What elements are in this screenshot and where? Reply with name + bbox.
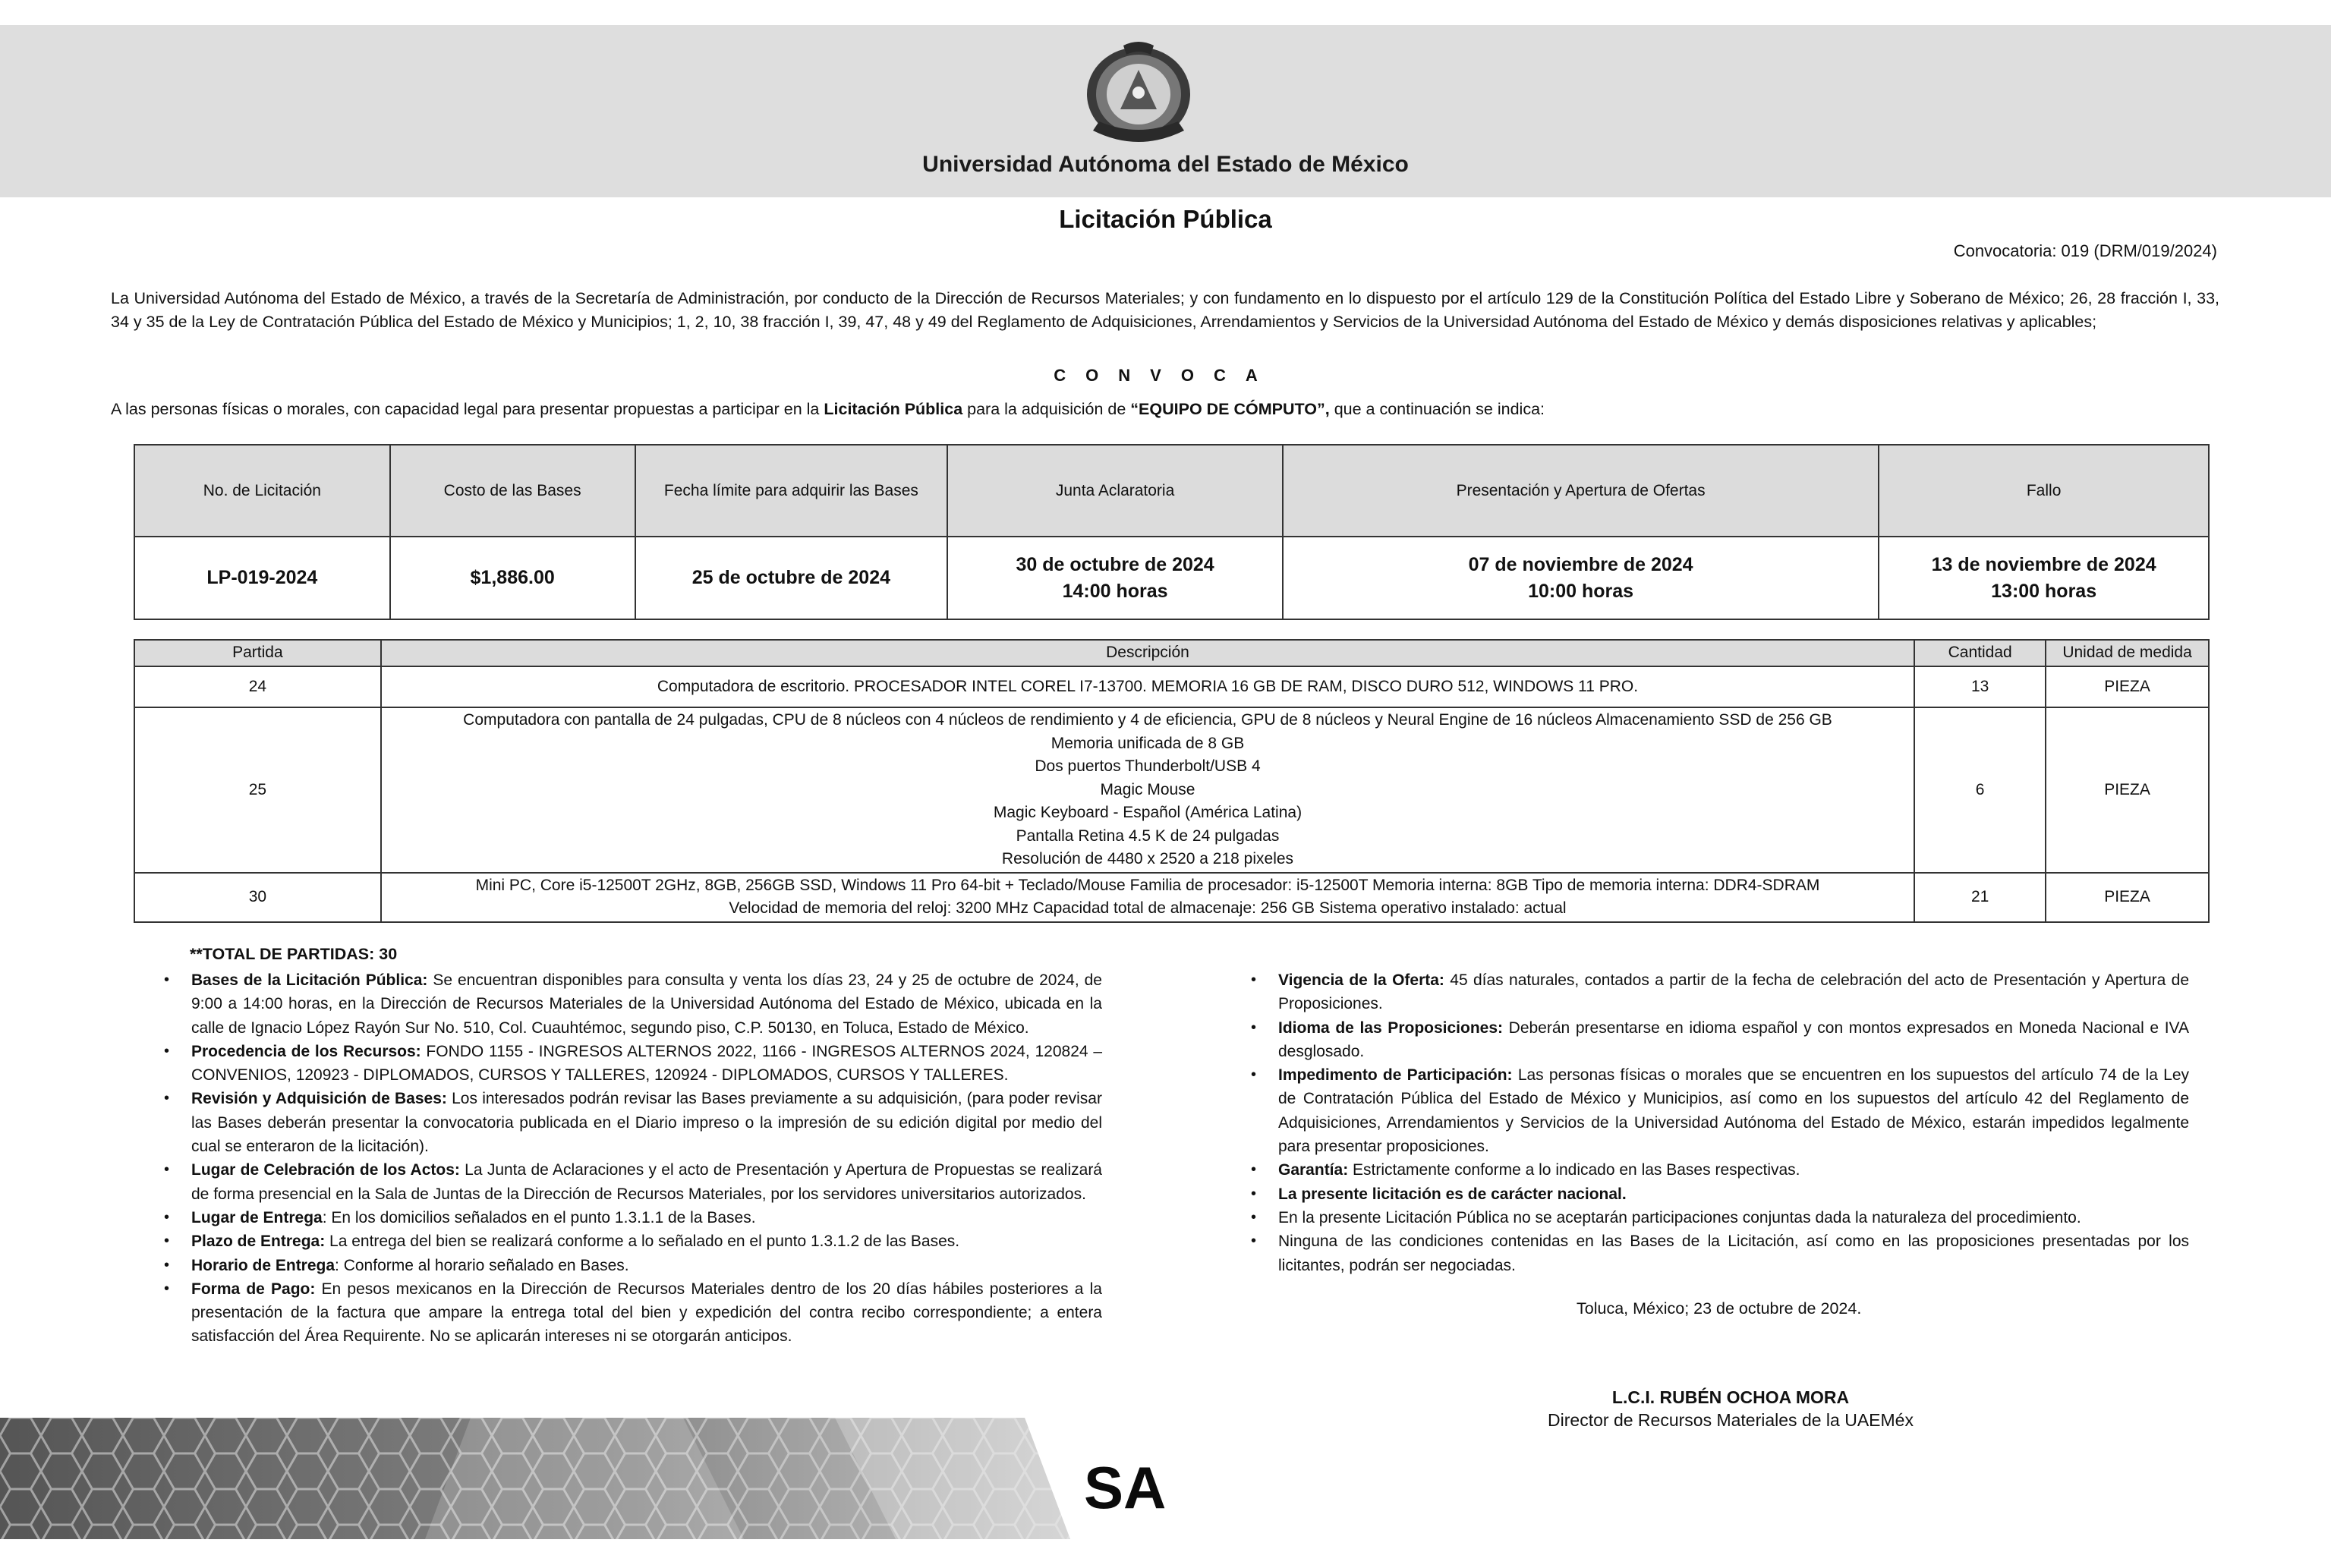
- list-item-text: : En los domicilios señalados en el punto 1.3.1.1 de la Bases.: [322, 1208, 756, 1226]
- list-item-text: La entrega del bien se realizará conforme a lo señalado en el punto 1.3.1.2 de las Bases.: [325, 1233, 960, 1251]
- items-header-cell: Partida: [134, 640, 381, 666]
- list-item-label: Bases de la Licitación Pública:: [191, 971, 428, 989]
- list-item-label: Garantía:: [1278, 1161, 1349, 1179]
- schedule-header-cell: No. de Licitación: [134, 445, 390, 537]
- intro-paragraph: La Universidad Autónoma del Estado de México, a través de la Secretaría de Administración, por conducto de la Dirección de Recursos Materiales; y con fundamento en lo dispuesto por el artículo 129 de la Constitución Política del Estado Libre y Soberano de México; 26, 28 fracción I, 33, 34 y 35 de la Ley de Contratación Pública del Estado de México y Municipios; 1, 2, 10, 38 fracción I, 39, 47, 48 y 49 del Reglamento de Adquisiciones, Arrendamientos y Servicios de la Universidad Autónoma del Estado de México y demás disposiciones relativas y aplicables;: [111, 289, 2219, 331]
- university-coat-of-arms-icon: [1078, 39, 1199, 146]
- left-conditions-list: [191, 968, 1102, 1349]
- table-row: [134, 873, 2209, 922]
- unit-cell: PIEZA: [2046, 666, 2209, 707]
- call-text-part: A las personas físicas o morales, con capacidad legal para presentar propuestas a participar en la: [111, 400, 824, 418]
- list-item-text: Estrictamente conforme a lo indicado en las Bases respectivas.: [1348, 1161, 1800, 1179]
- schedule-header-cell: Fallo: [1879, 445, 2209, 537]
- items-table: [134, 639, 2210, 923]
- list-item: [191, 1158, 1102, 1206]
- description-line: Computadora de escritorio. PROCESADOR INTEL COREL I7-13700. MEMORIA 16 GB DE RAM, DISCO DURO 512, WINDOWS 11 PRO.: [657, 677, 1639, 695]
- junta-aclaratoria: [947, 537, 1283, 619]
- schedule-header-row: [134, 445, 2209, 537]
- quantity-cell: 13: [1914, 666, 2046, 707]
- list-item: [191, 1040, 1102, 1088]
- presentacion-date: 07 de noviembre de 2024: [1468, 553, 1693, 575]
- call-bold-licitacion: Licitación Pública: [824, 400, 963, 418]
- total-partidas: **TOTAL DE PARTIDAS: 30: [190, 945, 398, 963]
- presentacion-time: 10:00 horas: [1528, 580, 1634, 602]
- licitacion-number: LP-019-2024: [134, 537, 390, 619]
- list-item: [191, 1277, 1102, 1349]
- bases-cost: $1,886.00: [390, 537, 635, 619]
- list-item-label: Vigencia de la Oferta:: [1278, 971, 1444, 989]
- list-item-text: Las personas físicas o morales que se encuentren en los supuestos del artículo 74 de la Ley de Contratación Pública del Estado de México y Municipios, así como en los supuestos del artículo 42 del Reglamento de Adquisiciones, Arrendamientos y Servicios de la Universidad Autónoma del Estado de México, estarán impedidos legalmente para presentar proposiciones.: [1278, 1066, 2189, 1156]
- list-item: [191, 968, 1102, 1040]
- list-item-text: En la presente Licitación Pública no se aceptarán participaciones conjuntas dada la naturaleza del procedimiento.: [1278, 1208, 2081, 1226]
- description-cell: [381, 666, 1914, 707]
- description-line: Magic Mouse: [1100, 780, 1195, 798]
- unit-cell: PIEZA: [2046, 873, 2209, 922]
- list-item-text: 45 días naturales, contados a partir de la fecha de celebración del acto de Presentación y Apertura de Proposiciones.: [1278, 971, 2190, 1013]
- list-item: [1278, 968, 2189, 1016]
- fallo: [1879, 537, 2209, 619]
- table-row: [134, 666, 2209, 707]
- document-title: Licitación Pública: [1059, 205, 1272, 233]
- description-line: Memoria unificada de 8 GB: [1051, 734, 1245, 752]
- list-item: [191, 1087, 1102, 1158]
- description-line: Velocidad de memoria del reloj: 3200 MHz Capacidad total de almacenaje: 256 GB Sistema operativo instalado: actual: [729, 899, 1567, 917]
- schedule-header-cell: Costo de las Bases: [390, 445, 635, 537]
- description-cell: [381, 707, 1914, 873]
- items-header-cell: Cantidad: [1914, 640, 2046, 666]
- fallo-date: 13 de noviembre de 2024: [1931, 553, 2156, 575]
- table-row: [134, 707, 2209, 873]
- schedule-value-row: [134, 537, 2209, 619]
- junta-date: 30 de octubre de 2024: [1016, 553, 1214, 575]
- convoca-heading: CONVOCA: [1054, 366, 1277, 385]
- call-text-part: que a continuación se indica:: [1329, 400, 1545, 418]
- call-paragraph: [111, 398, 2219, 421]
- schedule-header-cell: Fecha límite para adquirir las Bases: [635, 445, 948, 537]
- list-item: [1278, 1158, 2189, 1182]
- signer-name: L.C.I. RUBÉN OCHOA MORA: [1611, 1387, 1850, 1407]
- list-item-label: Impedimento de Participación:: [1278, 1066, 1513, 1085]
- list-item-text: Deberán presentarse en idioma español y con montos expresados en Moneda Nacional e IVA desglosado.: [1278, 1019, 2190, 1060]
- list-item-text: Se encuentran disponibles para consulta y venta los días 23, 24 y 25 de octubre de 2024, de 9:00 a 14:00 horas, en la Dirección de Recursos Materiales de la Universidad Autónoma del Estado de México, ubicada en la calle de Ignacio López Rayón Sur No. 510, Col. Cuauhtémoc, segundo piso, C.P. 50130, en Toluca, Estado de México.: [191, 971, 1102, 1037]
- list-item: [1278, 1182, 2189, 1206]
- unit-cell: PIEZA: [2046, 707, 2209, 873]
- description-line: Magic Keyboard - Español (América Latina): [993, 804, 1303, 821]
- partida-cell: 24: [134, 666, 381, 707]
- university-name: Universidad Autónoma del Estado de México: [922, 152, 1409, 177]
- schedule-header-cell: Presentación y Apertura de Ofertas: [1283, 445, 1879, 537]
- partida-cell: 30: [134, 873, 381, 922]
- list-item-label: Plazo de Entrega:: [191, 1233, 326, 1251]
- call-bold-equipo: “EQUIPO DE CÓMPUTO”,: [1130, 400, 1330, 418]
- items-header-cell: Unidad de medida: [2046, 640, 2209, 666]
- description-cell: [381, 873, 1914, 922]
- list-item: [1278, 1063, 2189, 1158]
- list-item: [1278, 1206, 2189, 1230]
- list-item-text: La Junta de Aclaraciones y el acto de Presentación y Apertura de Propuestas se realizará de forma presencial en la Sala de Juntas de la Dirección de Recursos Materiales, por los servidores universitarios autorizados.: [191, 1161, 1102, 1203]
- place-date: Toluca, México; 23 de octubre de 2024.: [1577, 1299, 1862, 1318]
- schedule-header-cell: Junta Aclaratoria: [947, 445, 1283, 537]
- items-header-cell: Descripción: [381, 640, 1914, 666]
- fallo-time: 13:00 horas: [1991, 580, 2097, 602]
- call-text-part: para la adquisición de: [962, 400, 1131, 418]
- list-item: [1278, 1016, 2189, 1064]
- list-item-label: Forma de Pago:: [191, 1280, 316, 1298]
- hexagon-pattern-icon: [0, 1418, 1070, 1539]
- signer-title: Director de Recursos Materiales de la UAEMéx: [1548, 1410, 1914, 1430]
- list-item-label: Idioma de las Proposiciones:: [1278, 1019, 1504, 1037]
- list-item: [1278, 1230, 2189, 1277]
- list-item: [191, 1254, 1102, 1277]
- description-line: Computadora con pantalla de 24 pulgadas, CPU de 8 núcleos con 4 núcleos de rendimiento y 4 de eficiencia, GPU de 8 núcleos y Neural Engine de 16 núcleos Almacenamiento SSD de 256 GB: [463, 711, 1832, 729]
- quantity-cell: 6: [1914, 707, 2046, 873]
- list-item-label: Lugar de Entrega: [191, 1208, 323, 1226]
- list-item: [191, 1206, 1102, 1230]
- list-item-text: : Conforme al horario señalado en Bases.: [335, 1256, 629, 1274]
- list-item-label: Procedencia de los Recursos:: [191, 1042, 421, 1060]
- junta-time: 14:00 horas: [1062, 580, 1168, 602]
- schedule-table: [134, 444, 2210, 620]
- right-conditions-list: [1278, 968, 2189, 1277]
- list-item-text: En pesos mexicanos en la Dirección de Recursos Materiales dentro de los 20 días hábiles posteriores a la presentación de la factura que ampare la entrega total del bien y expedición del contra recibo correspondiente; a entera satisfacción del Área Requirente. No se aplicarán intereses ni se otorgarán anticipos.: [191, 1280, 1102, 1346]
- list-item-label: La presente licitación es de carácter nacional.: [1278, 1185, 1627, 1203]
- description-line: Resolución de 4480 x 2520 a 218 pixeles: [1001, 850, 1294, 867]
- presentacion-apertura: [1283, 537, 1879, 619]
- list-item-label: Lugar de Celebración de los Actos:: [191, 1161, 460, 1179]
- description-line: Pantalla Retina 4.5 K de 24 pulgadas: [1016, 827, 1280, 845]
- convocatoria-number: Convocatoria: 019 (DRM/019/2024): [1953, 241, 2217, 260]
- items-header-row: [134, 640, 2209, 666]
- bases-deadline: 25 de octubre de 2024: [635, 537, 948, 619]
- list-item-text: Ninguna de las condiciones contenidas en las Bases de la Licitación, así como en las proposiciones presentadas por los licitantes, podrán ser negociadas.: [1278, 1233, 2189, 1274]
- secretaria-administracion-mark: SA: [1084, 1454, 1167, 1521]
- list-item-text: FONDO 1155 - INGRESOS ALTERNOS 2022, 1166 - INGRESOS ALTERNOS 2024, 120824 – CONVENIOS, 120923 - DIPLOMADOS, CURSOS Y TALLERES, 120924 - DIPLOMADOS, CURSOS Y TALLERES.: [191, 1042, 1103, 1085]
- quantity-cell: 21: [1914, 873, 2046, 922]
- description-line: Dos puertos Thunderbolt/USB 4: [1035, 757, 1261, 775]
- description-line: Mini PC, Core i5-12500T 2GHz, 8GB, 256GB SSD, Windows 11 Pro 64-bit + Teclado/Mouse Familia de procesador: i5-12500T Memoria interna: 8GB Tipo de memoria interna: DDR4-SDRAM: [475, 876, 1820, 894]
- list-item-label: Revisión y Adquisición de Bases:: [191, 1090, 447, 1108]
- list-item-label: Horario de Entrega: [191, 1256, 335, 1274]
- list-item-text: Los interesados podrán revisar las Bases previamente a su adquisición, (para poder revisar las Bases deberán presentar la convocatoria publicada en el Diario impreso o la impresión de su edición digital por medio del cual se enteraron de la licitación).: [191, 1090, 1102, 1156]
- partida-cell: 25: [134, 707, 381, 873]
- list-item: [191, 1230, 1102, 1253]
